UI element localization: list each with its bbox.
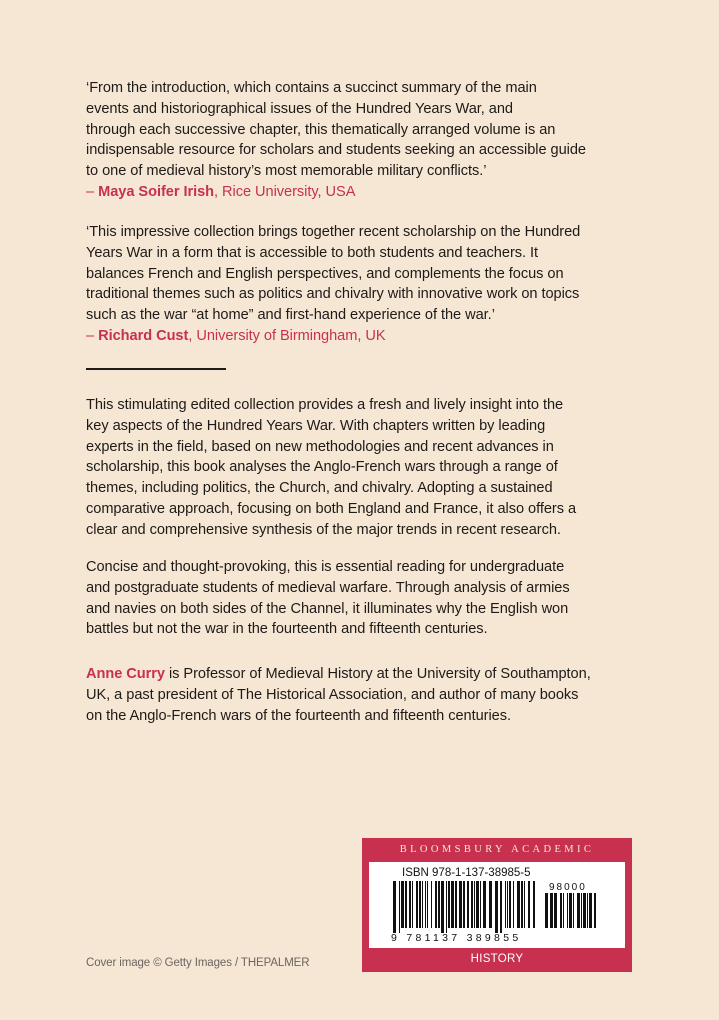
reviewer-affiliation: , University of Birmingham, UK [188,327,386,344]
barcode-bar [567,893,568,928]
author-bio [86,664,634,726]
reviewer-name: Richard Cust [98,327,189,344]
description-line: scholarship, this book analyses the Anglo-French wars through a range of [86,459,558,476]
description-line: experts in the field, based on new methodologies and recent advances in [86,438,554,455]
barcode-bar [554,893,557,928]
barcode-bar [435,881,437,928]
barcode-bar [427,881,428,928]
review-1-line: ‘From the introduction, which contains a succinct summary of the main [86,80,537,96]
barcode-bar [521,881,523,928]
barcode-bar [419,881,421,928]
description-line: This stimulating edited collection provides a fresh and lively insight into the [86,397,564,413]
description-line: key aspects of the Hundred Years War. With chapters written by leading [86,417,546,434]
barcode-bar [587,893,588,928]
review-2-line: such as the war “at home” and first-hand experience of the war.’ [86,307,495,324]
publisher-name: BLOOMSBURY ACADEMIC [399,844,595,855]
barcode-bar [401,881,404,928]
barcode-bar [495,881,498,933]
barcode-bar [476,881,479,928]
description-paragraph-1 [86,395,634,541]
reviewer-name: Maya Soifer Irish [98,183,215,200]
author-bio-line [86,664,634,685]
barcode-bar [441,881,444,933]
barcode-bar [455,881,457,928]
barcode-bar [500,881,502,933]
review-1-line: events and historiographical issues of the Hundred Years War, and [86,100,513,117]
cover-image-credit: Cover image © Getty Images / THEPALMER [86,957,310,969]
review-1-line: to one of medieval history’s most memorable military conflicts.’ [86,163,487,180]
review-1-line: through each successive chapter, this thematically arranged volume is an [86,121,556,138]
barcode-bar [589,893,592,928]
reviewer-affiliation: , Rice University, USA [214,183,356,200]
barcode-bar [438,881,440,928]
barcode-bar [483,881,486,928]
barcode-bar [507,881,508,928]
barcode-bar [528,881,530,928]
description-line: themes, including politics, the Church, and chivalry. Adopting a sustained [86,480,553,497]
barcode-bar [399,881,400,933]
barcode-bar [393,881,396,933]
description-line: comparative approach, focusing on both England and France, it also offers a [86,500,577,517]
review-2-line: ‘This impressive collection brings together recent scholarship on the Hundred [86,224,581,240]
review-1 [86,78,634,203]
review-1-attribution [86,182,634,203]
barcode-bar [569,893,572,928]
barcode-bar [451,881,454,928]
barcode-bar [550,893,553,928]
barcode-bar [509,881,511,928]
barcode-bar [448,881,450,928]
barcode-bar [545,893,548,928]
barcode-digits: 9 781137 389855 [391,932,522,944]
barcode-bar [471,881,473,928]
author-bio-line: on the Anglo-French wars of the fourteenth and fifteenth centuries. [86,707,511,724]
barcode-bar [431,881,432,928]
barcode-bar [405,881,407,928]
barcode-bar [581,893,582,928]
barcode-bar [480,881,481,928]
description-line: Concise and thought-provoking, this is essential reading for undergraduate [86,559,565,575]
review-2-line: traditional themes such as politics and chivalry with innovative work on topics [86,286,580,303]
description-line: and postgraduate students of medieval warfare. Through analysis of armies [86,579,570,596]
review-2-line: balances French and English perspectives, and complements the focus on [86,265,564,282]
barcode-box [369,862,625,948]
barcode-bar [409,881,411,928]
barcode-bar [463,881,465,928]
barcode-bar [467,881,469,928]
price-code: 98000 [549,882,587,893]
barcode-bar [459,881,462,928]
author-bio-line: UK, a past president of The Historical Association, and author of many books [86,686,579,703]
isbn-panel [362,838,632,972]
author-bio-text: is Professor of Medieval History at the University of Southampton, [164,666,591,682]
section-divider [86,368,226,370]
barcode-bar [513,881,514,928]
isbn-number: ISBN 978-1-137-38985-5 [402,867,531,879]
review-2-attribution [86,326,634,347]
review-2-line: Years War in a form that is accessible to both students and teachers. It [86,244,539,261]
barcode-bar [573,893,574,928]
barcode-bar [412,881,413,928]
barcode-bar [583,893,586,928]
barcode-icon [393,881,537,933]
barcode-bar [422,881,423,928]
author-name: Anne Curry [86,666,165,682]
barcode-bar [474,881,475,928]
attribution-dash: – [86,183,95,200]
addon-barcode-icon [545,893,601,933]
barcode-bar [563,893,564,928]
review-1-line: indispensable resource for scholars and students seeking an accessible guide [86,142,586,159]
subject-category: HISTORY [470,953,524,965]
barcode-bar [533,881,535,928]
barcode-bar [577,893,580,928]
barcode-bar [446,881,447,933]
barcode-bar [594,893,596,928]
barcode-bar [524,881,525,928]
description-line: battles but not the war in the fourteenth and fifteenth centuries. [86,621,488,638]
barcode-bar [505,881,506,928]
description-paragraph-2 [86,557,634,640]
description-line: clear and comprehensive synthesis of the major trends in recent research. [86,521,561,538]
barcode-bar [560,893,562,928]
barcode-bar [489,881,492,928]
barcode-bar [416,881,418,928]
attribution-dash: – [86,327,95,344]
barcode-bar [425,881,426,928]
barcode-bar [517,881,520,928]
description-line: and navies on both sides of the Channel, it illuminates why the English won [86,600,569,617]
review-2 [86,222,634,347]
